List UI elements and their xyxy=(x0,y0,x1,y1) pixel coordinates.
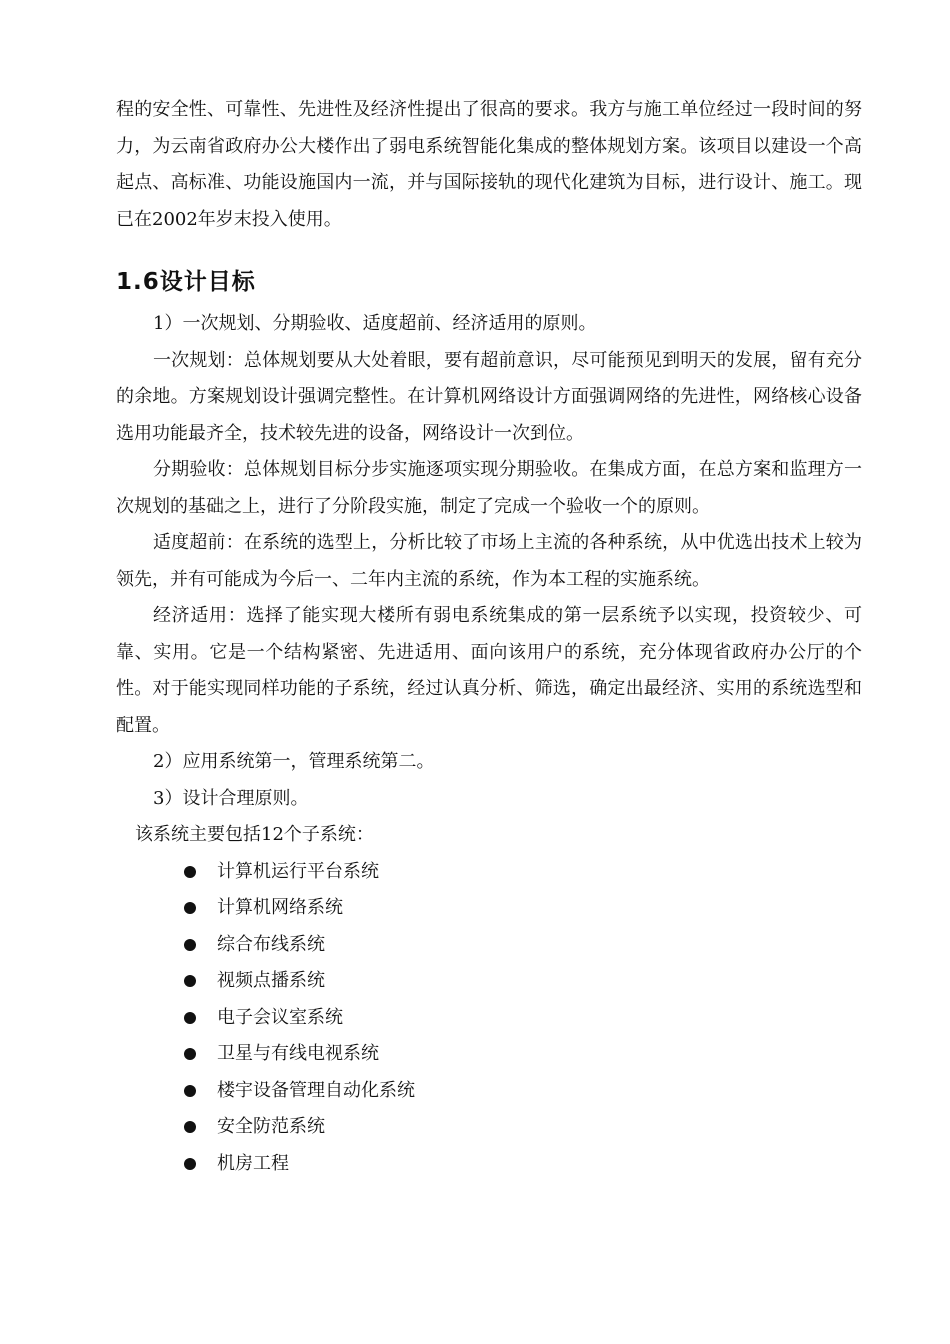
principle-one-time-planning: 一次规划：总体规划要从大处着眼，要有超前意识，尽可能预见到明天的发展，留有充分的余地。方案规划设计强调完整性。在计算机网络设计方面强调网络的先进性，网络核心设备选用功能最齐全，技术较先进的设备，网络设计一次到位。 xyxy=(116,349,862,444)
intro-paragraph: 程的安全性、可靠性、先进性及经济性提出了很高的要求。我方与施工单位经过一段时间的努力，为云南省政府办公大楼作出了弱电系统智能化集成的整体规划方案。该项目以建设一个高起点、高标准、功能设施国内一流，并与国际接轨的现代化建筑为目标，进行设计、施工。现已在2002年岁末投入使用。 xyxy=(116,99,862,230)
bullet-icon xyxy=(184,1158,196,1170)
bullet-icon xyxy=(184,1085,196,1097)
list-item xyxy=(182,963,862,1000)
list-item xyxy=(182,1036,862,1073)
subsystem-label: 视频点播系统 xyxy=(217,970,325,991)
subsystem-label: 计算机运行平台系统 xyxy=(217,860,379,882)
bullet-icon xyxy=(184,1121,196,1133)
subsystem-label: 机房工程 xyxy=(217,1152,289,1174)
principle-3: 3）设计合理原则。 xyxy=(153,787,309,809)
bullet-icon xyxy=(184,975,196,987)
bullet-icon xyxy=(184,939,196,951)
list-item xyxy=(182,1146,862,1183)
list-item xyxy=(182,927,862,964)
principle-economical-practical: 经济适用：选择了能实现大楼所有弱电系统集成的第一层系统予以实现，投资较少、可靠、实用。它是一个结构紧密、先进适用、面向该用户的系统，充分体现省政府办公厅的个性。对于能实现同样功能的子系统，经过认真分析、筛选，确定出最经济、实用的系统选型和配置。 xyxy=(116,605,862,736)
subsystem-label: 综合布线系统 xyxy=(217,933,325,955)
principle-2: 2）应用系统第一，管理系统第二。 xyxy=(153,751,435,772)
bullet-icon xyxy=(184,902,196,914)
subsystem-label: 卫星与有线电视系统 xyxy=(217,1043,379,1064)
bullet-icon xyxy=(184,866,196,878)
subsystem-label: 安全防范系统 xyxy=(217,1116,325,1137)
bullet-icon xyxy=(184,1012,196,1024)
list-item xyxy=(182,1073,862,1110)
section-title: 1.6设计目标 xyxy=(116,269,256,295)
list-item xyxy=(182,1109,862,1146)
subsystem-label: 楼宇设备管理自动化系统 xyxy=(217,1079,415,1101)
subsystems-list xyxy=(116,854,862,1183)
principle-moderately-advanced: 适度超前：在系统的选型上，分析比较了市场上主流的各种系统，从中优选出技术上较为领先，并有可能成为今后一、二年内主流的系统，作为本工程的实施系统。 xyxy=(116,532,862,590)
subsystem-label: 电子会议室系统 xyxy=(217,1006,343,1028)
principle-1: 1）一次规划、分期验收、适度超前、经济适用的原则。 xyxy=(153,313,597,334)
subsystem-label: 计算机网络系统 xyxy=(217,897,343,918)
bullet-icon xyxy=(184,1048,196,1060)
principle-phased-acceptance: 分期验收：总体规划目标分步实施逐项实现分期验收。在集成方面，在总方案和监理方一次规划的基础之上，进行了分阶段实施，制定了完成一个验收一个的原则。 xyxy=(116,459,862,517)
list-item xyxy=(182,890,862,927)
list-item xyxy=(182,1000,862,1037)
list-item xyxy=(182,854,862,891)
subsystems-intro: 该系统主要包括12个子系统： xyxy=(135,824,374,845)
document-page xyxy=(116,92,862,1182)
